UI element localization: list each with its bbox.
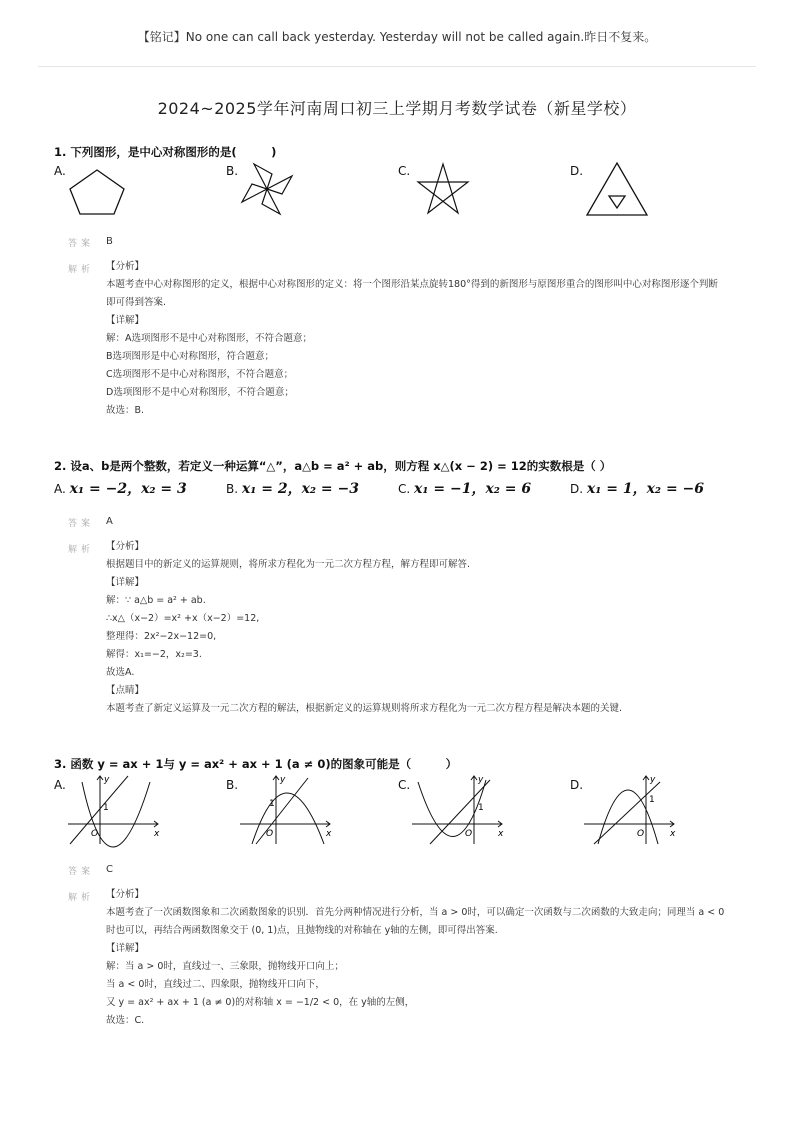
q3-graph-a xyxy=(66,772,166,846)
q2-stem: 2. 设a、b是两个整数，若定义一种运算“△”，a△b = a² + ab，则方程 x△(x − 2) = 12的实数根是（ ） xyxy=(54,459,612,473)
q3-answer-label: 答案 xyxy=(68,867,95,877)
q2-option-d xyxy=(570,478,704,498)
q3-analysis xyxy=(106,886,726,1030)
q1-analysis-line: 【分析】 xyxy=(106,261,145,272)
q3-analysis-line: 本题考查了一次函数图象和二次函数图象的识别．首先分两种情况进行分析，当 a > 0时，可以确定一次函数与二次函数的大致走向；同理当 a < 0时也可以，再结合两函数图象交于 (0, 1)点，且抛物线的对称轴在 y轴的左侧，即可得出答案. xyxy=(106,907,725,936)
q1-stem: 1. 下列图形，是中心对称图形的是( ) xyxy=(54,145,277,159)
q3-analysis-line: 【分析】 xyxy=(106,889,145,900)
q2-analysis-line: 【点睛】 xyxy=(106,685,145,696)
q2-analysis-line: ∴x△（x−2）=x² +x（x−2）=12, xyxy=(106,613,260,624)
q3-option-c-label: C. xyxy=(398,778,411,792)
q3-option-b-label: B. xyxy=(226,778,239,792)
q2-analysis-line: 故选A. xyxy=(106,667,135,678)
q2-analysis-line: 根据题目中的新定义的运算规则，将所求方程化为一元二次方程方程，解方程即可解答. xyxy=(106,559,471,570)
q1-option-d-label: D. xyxy=(570,164,584,178)
y-axis-label: y xyxy=(478,775,484,785)
q1-analysis-label: 解析 xyxy=(68,265,95,275)
q3-option-a-label: A. xyxy=(54,778,66,792)
q1-answer: B xyxy=(106,236,113,247)
q1-analysis-line: 解：A选项图形不是中心对称图形，不符合题意； xyxy=(106,333,312,344)
q2-option-b-math: x₁ = 2，x₂ = −3 xyxy=(241,481,360,497)
x-axis-label: x xyxy=(670,829,676,839)
origin-label: O xyxy=(91,829,99,839)
q3-analysis-line: 当 a < 0时，直线过二、四象限，抛物线开口向下， xyxy=(106,979,325,990)
q2-option-b-letter: B. xyxy=(226,482,239,496)
q2-option-d-math: x₁ = 1，x₂ = −6 xyxy=(586,481,705,497)
motto-header: 【铭记】No one can call back yesterday. Yesterday will not be called again.昨日不复来。 xyxy=(137,30,657,44)
header-divider xyxy=(38,66,756,67)
q3-analysis-label: 解析 xyxy=(68,893,95,903)
q3-answer: C xyxy=(106,864,113,875)
q3-graph-b xyxy=(238,772,338,846)
q2-option-a xyxy=(54,478,187,498)
q2-option-c-letter: C. xyxy=(398,482,411,496)
x-axis-label: x xyxy=(498,829,504,839)
q1-analysis-line: C选项图形不是中心对称图形，不符合题意； xyxy=(106,369,294,380)
q1-option-a-label: A. xyxy=(54,164,66,178)
origin-label: O xyxy=(266,829,274,839)
q3-analysis-line: 故选：C. xyxy=(106,1015,145,1026)
q2-answer-label: 答案 xyxy=(68,519,95,529)
q2-analysis-line: 【详解】 xyxy=(106,577,145,588)
q1-analysis xyxy=(106,258,726,420)
q1-analysis-line: 本题考查中心对称图形的定义，根据中心对称图形的定义：将一个图形沿某点旋转180°得到的新图形与原图形重合的图形叫中心对称图形逐个判断即可得到答案. xyxy=(106,279,718,308)
intercept-label: 1 xyxy=(649,795,655,805)
y-axis-label: y xyxy=(280,775,286,785)
intercept-label: 1 xyxy=(103,803,109,813)
q2-analysis-line: 本题考查了新定义运算及一元二次方程的解法，根据新定义的运算规则将所求方程化为一元二次方程方程是解决本题的关键. xyxy=(106,703,623,714)
q2-option-c-math: x₁ = −1，x₂ = 6 xyxy=(414,481,532,497)
triangle-in-triangle-icon xyxy=(584,160,650,218)
q3-stem: 3. 函数 y = ax + 1与 y = ax² + ax + 1 (a ≠ 0)的图象可能是（ ） xyxy=(54,757,458,771)
origin-label: O xyxy=(465,829,473,839)
intercept-label: 1 xyxy=(269,799,275,809)
q2-analysis-line: 【分析】 xyxy=(106,541,145,552)
origin-label: O xyxy=(637,829,645,839)
q3-option-d-label: D. xyxy=(570,778,584,792)
q2-option-a-math: x₁ = −2，x₂ = 3 xyxy=(69,481,187,497)
pinwheel-icon xyxy=(238,160,296,218)
y-axis-label: y xyxy=(104,775,110,785)
q2-analysis-line: 解：∵ a△b = a² + ab. xyxy=(106,595,206,606)
q1-analysis-line: 【详解】 xyxy=(106,315,145,326)
q1-option-b-label: B. xyxy=(226,164,239,178)
q1-analysis-line: 故选：B. xyxy=(106,405,145,416)
intercept-label: 1 xyxy=(478,803,484,813)
q2-option-a-letter: A. xyxy=(54,482,66,496)
q1-analysis-line: D选项图形不是中心对称图形，不符合题意； xyxy=(106,387,294,398)
q3-analysis-line: 解：当 a > 0时，直线过一、三象限，抛物线开口向上； xyxy=(106,961,344,972)
q2-analysis-label: 解析 xyxy=(68,545,95,555)
q1-answer-label: 答案 xyxy=(68,239,95,249)
q2-analysis xyxy=(106,538,726,718)
q2-answer: A xyxy=(106,516,113,527)
x-axis-label: x xyxy=(326,829,332,839)
q3-graph-d xyxy=(582,772,682,846)
q3-analysis-line: 【详解】 xyxy=(106,943,145,954)
pentagon-icon xyxy=(66,166,130,218)
q2-option-c xyxy=(398,478,531,498)
page-title: 2024~2025学年河南周口初三上学期月考数学试卷（新星学校） xyxy=(157,99,637,118)
q3-analysis-line: 又 y = ax² + ax + 1 (a ≠ 0)的对称轴 x = −1/2 < 0，在 y轴的左侧， xyxy=(106,997,415,1008)
q2-analysis-line: 解得：x₁=−2，x₂=3. xyxy=(106,649,202,660)
q3-graph-c xyxy=(410,772,510,846)
q1-option-c-label: C. xyxy=(398,164,411,178)
y-axis-label: y xyxy=(650,775,656,785)
q2-option-b xyxy=(226,478,359,498)
x-axis-label: x xyxy=(154,829,160,839)
star-icon xyxy=(414,160,472,218)
q2-analysis-line: 整理得：2x²−2x−12=0, xyxy=(106,631,217,642)
q1-analysis-line: B选项图形是中心对称图形，符合题意； xyxy=(106,351,275,362)
q2-option-d-letter: D. xyxy=(570,482,584,496)
